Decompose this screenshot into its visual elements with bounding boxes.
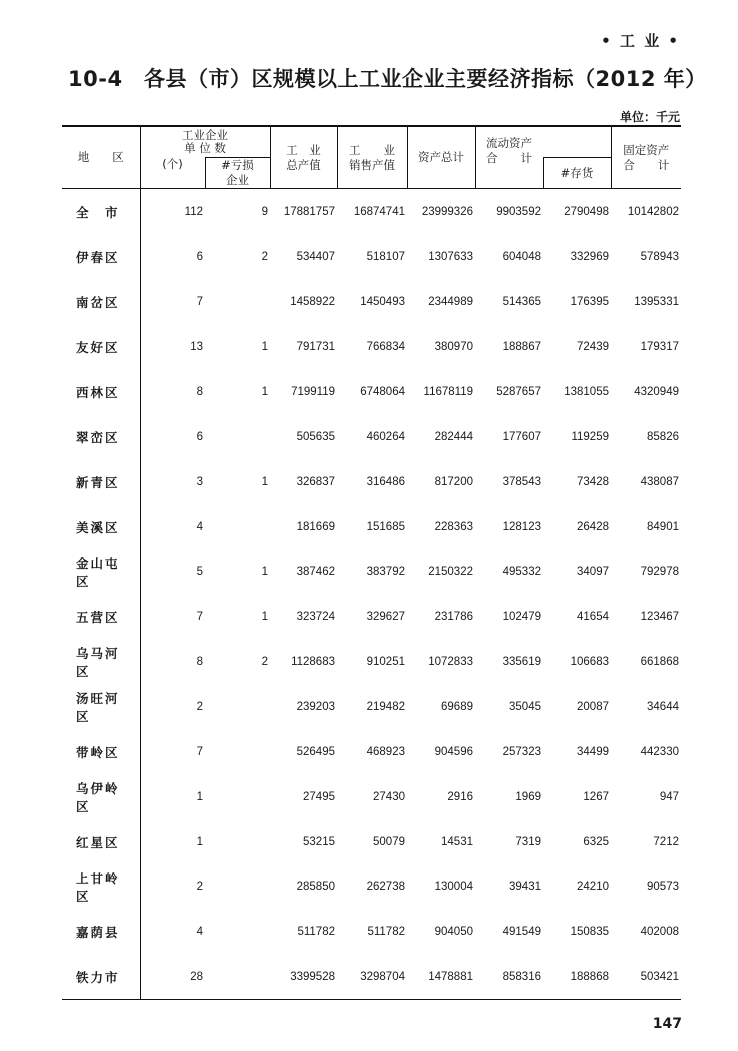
cell-inventory: 119259 (571, 430, 609, 443)
cell-current: 858316 (475, 954, 543, 1000)
cell-sales: 6748064 (360, 385, 405, 398)
cell-units: 6 (140, 234, 205, 279)
table-row (62, 639, 681, 684)
header-units-count (140, 158, 205, 189)
cell-fixed: 442330 (640, 745, 679, 758)
cell-sales: 910251 (366, 655, 405, 668)
cell-assets: 2150322 (428, 565, 473, 578)
cell-assets: 23999326 (421, 205, 473, 218)
cell-units: 3 (140, 459, 205, 504)
cell-inventory: 73428 (577, 475, 609, 488)
cell-sales: 3298704 (337, 954, 407, 1000)
cell-units: 4 (140, 909, 205, 954)
cell-assets: 14531 (441, 835, 473, 848)
cell-loss: 1 (261, 385, 268, 398)
cell-assets: 228363 (434, 520, 473, 533)
statistics-table (62, 125, 681, 1000)
header-region (62, 126, 140, 189)
cell-sales: 766834 (366, 340, 405, 353)
table-row (62, 684, 681, 729)
cell-region: 全市 (76, 204, 118, 220)
cell-sales: 468923 (366, 745, 405, 758)
table-row (62, 324, 681, 369)
cell-sales: 518107 (366, 250, 405, 263)
cell-inventory: 20087 (577, 700, 609, 713)
cell-output: 791731 (296, 340, 335, 353)
table-row (62, 549, 681, 594)
table-row (62, 774, 681, 819)
cell-current: 9903592 (496, 205, 541, 218)
cell-sales: 50079 (373, 835, 405, 848)
cell-fixed: 947 (659, 790, 679, 803)
cell-sales: 262738 (366, 880, 405, 893)
header-units-line3: (个) (162, 156, 183, 171)
cell-current: 514365 (502, 295, 541, 308)
cell-inventory: 41654 (577, 610, 609, 623)
header-output-line1: 工 业 (286, 142, 321, 157)
cell-output: 387462 (296, 565, 335, 578)
cell-fixed: 792978 (640, 565, 679, 578)
header-units (140, 126, 270, 158)
header-sales-line2: 销售产值 (349, 157, 395, 172)
cell-region: 带岭区 (76, 744, 118, 760)
header-sales-line1: 工 业 (349, 142, 395, 157)
cell-fixed: 503421 (611, 954, 681, 1000)
cell-current: 39431 (509, 880, 541, 893)
cell-sales: 316486 (366, 475, 405, 488)
cell-region: 乌马河区 (76, 645, 118, 679)
cell-region: 上甘岭区 (76, 870, 118, 904)
cell-assets: 69689 (441, 700, 473, 713)
cell-loss (205, 954, 270, 1000)
cell-region: 友好区 (76, 339, 118, 355)
cell-loss: 2 (261, 655, 268, 668)
unit-label: 单位：千元 (619, 110, 680, 124)
cell-region: 金山屯区 (76, 555, 118, 589)
cell-loss (205, 909, 270, 954)
header-current (475, 136, 543, 167)
cell-units: 8 (140, 639, 205, 684)
table-header (62, 126, 681, 189)
table-row (62, 594, 681, 639)
cell-inventory: 26428 (577, 520, 609, 533)
cell-sales: 151685 (366, 520, 405, 533)
cell-current: 35045 (509, 700, 541, 713)
cell-inventory: 34499 (577, 745, 609, 758)
cell-current: 604048 (502, 250, 541, 263)
header-output (270, 126, 337, 189)
cell-loss (205, 774, 270, 819)
header-output-line2: 总产值 (286, 157, 321, 172)
cell-output: 17881757 (283, 205, 335, 218)
cell-sales: 511782 (367, 925, 405, 938)
table-row (62, 819, 681, 864)
cell-units: 2 (140, 684, 205, 729)
cell-region: 红星区 (76, 834, 118, 850)
cell-current: 102479 (502, 610, 541, 623)
cell-sales: 460264 (366, 430, 405, 443)
cell-output: 181669 (296, 520, 335, 533)
cell-loss: 1 (261, 565, 268, 578)
cell-current: 128123 (502, 520, 541, 533)
cell-current: 1969 (515, 790, 541, 803)
cell-output: 534407 (296, 250, 335, 263)
header-units-line1: 工业企业 (182, 128, 228, 142)
cell-units: 4 (140, 504, 205, 549)
cell-units: 1 (140, 819, 205, 864)
cell-output: 323724 (296, 610, 335, 623)
header-fixed (611, 126, 681, 189)
table-body (62, 189, 681, 1000)
cell-units: 13 (140, 324, 205, 369)
cell-region: 新青区 (76, 474, 118, 490)
table-row (62, 864, 681, 909)
cell-sales: 219482 (366, 700, 405, 713)
cell-current: 7319 (515, 835, 541, 848)
cell-output: 3399528 (270, 954, 337, 1000)
header-current-line1: 流动资产 (486, 135, 532, 150)
table-row (62, 729, 681, 774)
cell-region: 嘉荫县 (76, 924, 118, 940)
cell-inventory: 72439 (577, 340, 609, 353)
cell-units: 7 (140, 594, 205, 639)
header-inventory-label: #存货 (560, 165, 594, 180)
cell-loss (205, 729, 270, 774)
cell-sales: 1450493 (360, 295, 405, 308)
cell-region: 五营区 (76, 609, 118, 625)
cell-sales: 16874741 (353, 205, 405, 218)
cell-loss (205, 414, 270, 459)
cell-fixed: 661868 (640, 655, 679, 668)
header-loss-line2: 企业 (226, 173, 249, 187)
table-row (62, 369, 681, 414)
cell-inventory: 1267 (583, 790, 609, 803)
cell-units: 7 (140, 279, 205, 324)
cell-loss: 1 (261, 475, 268, 488)
cell-loss (205, 279, 270, 324)
cell-units: 2 (140, 864, 205, 909)
cell-output: 526495 (296, 745, 335, 758)
cell-assets: 1072833 (428, 655, 473, 668)
cell-current: 378543 (502, 475, 541, 488)
cell-fixed: 402008 (640, 925, 679, 938)
cell-units: 5 (140, 549, 205, 594)
cell-current: 188867 (502, 340, 541, 353)
cell-fixed: 10142802 (627, 205, 679, 218)
page-number: 147 (652, 1016, 682, 1032)
cell-loss (205, 684, 270, 729)
cell-units: 28 (140, 954, 205, 1000)
cell-current: 177607 (502, 430, 541, 443)
cell-fixed: 85826 (647, 430, 679, 443)
cell-current: 5287657 (496, 385, 541, 398)
cell-fixed: 90573 (647, 880, 679, 893)
cell-inventory: 2790498 (564, 205, 609, 218)
table-row (62, 279, 681, 324)
cell-assets: 904596 (434, 745, 473, 758)
cell-fixed: 578943 (640, 250, 679, 263)
cell-assets: 380970 (434, 340, 473, 353)
cell-inventory: 1381055 (564, 385, 609, 398)
cell-sales: 329627 (366, 610, 405, 623)
cell-assets: 1307633 (428, 250, 473, 263)
cell-inventory: 6325 (583, 835, 609, 848)
cell-units: 1 (140, 774, 205, 819)
table-row (62, 954, 681, 1000)
cell-loss: 2 (261, 250, 268, 263)
cell-assets: 282444 (434, 430, 473, 443)
header-sales (337, 126, 407, 189)
header-current-line2: 合 计 (486, 150, 532, 165)
table-row (62, 504, 681, 549)
cell-assets: 817200 (434, 475, 473, 488)
table-row (62, 234, 681, 279)
table-title: 10-4 各县（市）区规模以上工业企业主要经济指标（2012 年） (68, 67, 707, 91)
cell-loss: 1 (261, 610, 268, 623)
cell-output: 53215 (303, 835, 335, 848)
cell-fixed: 1395331 (634, 295, 679, 308)
cell-units: 8 (140, 369, 205, 414)
cell-inventory: 188868 (543, 954, 611, 1000)
cell-units: 7 (140, 729, 205, 774)
cell-units: 112 (140, 189, 205, 235)
cell-fixed: 84901 (647, 520, 679, 533)
cell-assets: 11678119 (423, 385, 473, 398)
cell-region: 汤旺河区 (76, 690, 118, 724)
header-fixed-line2: 合 计 (623, 157, 670, 172)
header-loss-line1: #亏损 (221, 158, 254, 172)
cell-region: 西林区 (76, 384, 118, 400)
header-loss (205, 158, 270, 189)
cell-region: 南岔区 (76, 294, 118, 310)
cell-assets: 904050 (434, 925, 473, 938)
cell-output: 505635 (296, 430, 335, 443)
cell-loss: 1 (261, 340, 268, 353)
table-row (62, 189, 681, 235)
cell-loss (205, 504, 270, 549)
cell-region: 铁力市 (62, 954, 140, 1000)
cell-inventory: 24210 (577, 880, 609, 893)
cell-output: 511782 (297, 925, 335, 938)
section-header: • 工 业 • (601, 32, 680, 50)
cell-current: 257323 (502, 745, 541, 758)
header-assets (407, 126, 475, 189)
cell-output: 1458922 (290, 295, 335, 308)
cell-fixed: 7212 (653, 835, 679, 848)
cell-output: 326837 (296, 475, 335, 488)
cell-loss (205, 819, 270, 864)
cell-assets: 2916 (447, 790, 473, 803)
table-row (62, 414, 681, 459)
cell-sales: 383792 (366, 565, 405, 578)
cell-output: 1128683 (291, 655, 335, 668)
cell-inventory: 34097 (577, 565, 609, 578)
header-units-line2: 单 位 数 (184, 141, 226, 155)
cell-fixed: 123467 (640, 610, 679, 623)
cell-inventory: 332969 (570, 250, 609, 263)
cell-fixed: 4320949 (634, 385, 679, 398)
table-row (62, 909, 681, 954)
cell-fixed: 179317 (640, 340, 679, 353)
cell-assets: 130004 (434, 880, 473, 893)
cell-fixed: 34644 (647, 700, 679, 713)
header-fixed-line1: 固定资产 (623, 142, 670, 157)
cell-output: 239203 (296, 700, 335, 713)
cell-units: 6 (140, 414, 205, 459)
cell-inventory: 106683 (570, 655, 609, 668)
cell-current: 495332 (502, 565, 541, 578)
cell-current: 335619 (502, 655, 541, 668)
cell-assets: 2344989 (428, 295, 473, 308)
cell-output: 27495 (303, 790, 335, 803)
table-row (62, 459, 681, 504)
cell-region: 乌伊岭区 (76, 780, 118, 814)
header-assets-label: 资产总计 (418, 150, 464, 164)
cell-loss (205, 864, 270, 909)
cell-output: 285850 (296, 880, 335, 893)
header-inventory (543, 158, 611, 189)
cell-loss: 9 (261, 205, 268, 218)
header-region-label: 地 区 (77, 150, 124, 164)
cell-sales: 27430 (373, 790, 405, 803)
cell-inventory: 176395 (570, 295, 609, 308)
cell-current: 491549 (502, 925, 541, 938)
cell-inventory: 150835 (570, 925, 609, 938)
cell-region: 伊春区 (76, 249, 118, 265)
cell-assets: 231786 (434, 610, 473, 623)
cell-region: 美溪区 (76, 519, 118, 535)
cell-fixed: 438087 (640, 475, 679, 488)
cell-assets: 1478881 (407, 954, 475, 1000)
cell-region: 翠峦区 (76, 429, 118, 445)
cell-output: 7199119 (291, 385, 335, 398)
